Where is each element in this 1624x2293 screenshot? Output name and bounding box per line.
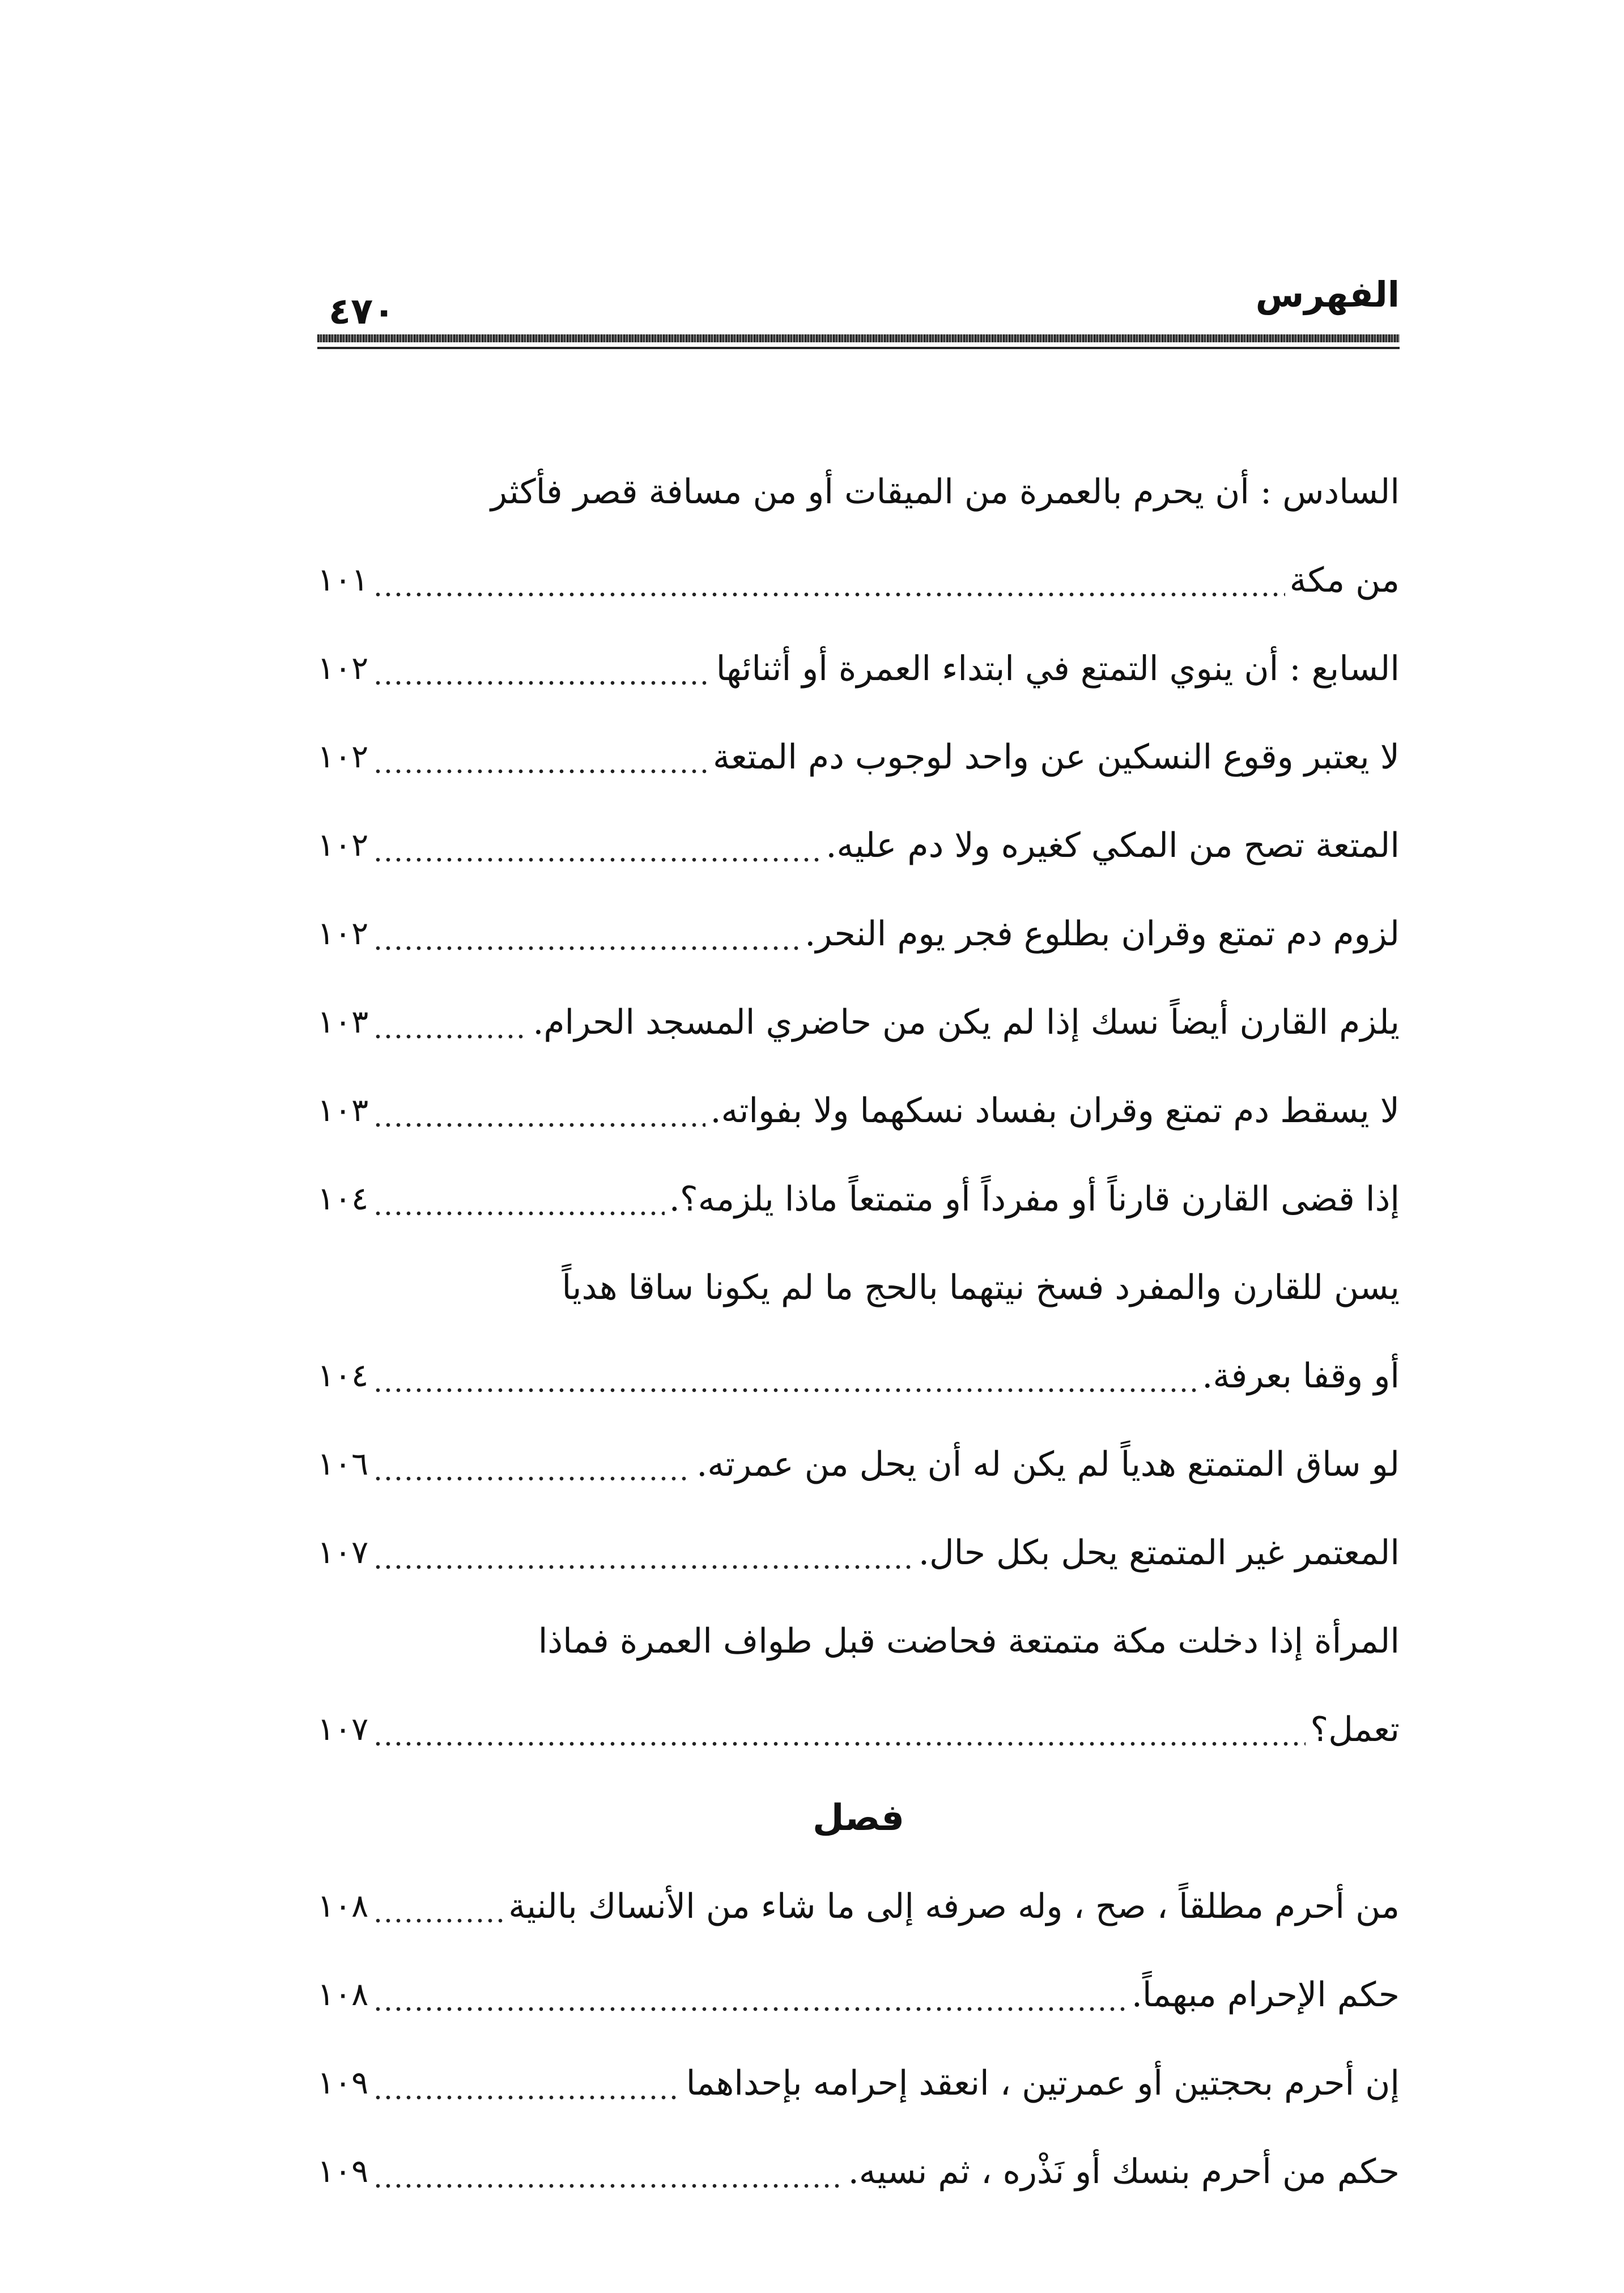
index-entry: [317, 2128, 1400, 2216]
index-entry: [317, 1332, 1400, 1420]
page-number: ٤٧٠: [329, 291, 396, 333]
dot-leader: [373, 2155, 843, 2189]
dot-leader: [373, 917, 800, 951]
index-entry: [317, 1509, 1400, 1597]
entry-page-number: ١٠٨: [317, 1888, 369, 1925]
index-entry: [317, 1243, 1400, 1332]
entry-text: إن أحرم بحجتين أو عمرتين ، انعقد إحرامه بإحداهما: [686, 2063, 1400, 2103]
entry-page-number: ١٠٩: [317, 2153, 369, 2190]
dot-leader: [373, 1536, 914, 1570]
index-entry: [317, 978, 1400, 1067]
dot-leader: [373, 1978, 1127, 2012]
entry-page-number: ١٠٧: [317, 1534, 369, 1571]
dot-leader: [373, 1005, 528, 1039]
entry-page-number: ١٠٢: [317, 650, 369, 687]
index-entry: [317, 1951, 1400, 2039]
page: [317, 0, 1400, 2293]
index-entry: [317, 713, 1400, 801]
header-rule-thin: [317, 347, 1400, 349]
entry-text: من أحرم مطلقاً ، صح ، وله صرفه إلى ما شاء من الأنساك بالنية: [508, 1887, 1400, 1926]
entry-text: المتعة تصح من المكي كغيره ولا دم عليه.: [826, 826, 1400, 865]
index-entry: [317, 890, 1400, 978]
entry-text: المرأة إذا دخلت مكة متمتعة فحاضت قبل طواف العمرة فماذا: [538, 1621, 1400, 1661]
dot-leader: [373, 1713, 1306, 1747]
index-entry: [317, 536, 1400, 625]
index-entry: [317, 448, 1400, 536]
index-entry: [317, 2039, 1400, 2128]
index-entry: [317, 1597, 1400, 1685]
dot-leader: [373, 1094, 705, 1128]
entry-text: من مكة: [1289, 560, 1400, 600]
index-entry: [317, 1155, 1400, 1243]
entry-text: يلزم القارن أيضاً نسك إذا لم يكن من حاضري المسجد الحرام.: [533, 1003, 1400, 1042]
index-entry: [317, 625, 1400, 713]
entry-text: لا يعتبر وقوع النسكين عن واحد لوجوب دم المتعة: [713, 737, 1400, 777]
header-rule-thick: [317, 334, 1400, 342]
dot-leader: [373, 652, 712, 686]
dot-leader: [373, 1447, 692, 1481]
entry-page-number: ١٠١: [317, 562, 369, 598]
entry-text: تعمل؟: [1310, 1710, 1400, 1750]
entry-page-number: ١٠٢: [317, 738, 369, 775]
entry-text: لا يسقط دم تمتع وقران بفساد نسكهما ولا بفواته.: [710, 1091, 1400, 1131]
entry-page-number: ١٠٢: [317, 827, 369, 864]
index-entries: [317, 448, 1400, 2216]
entry-text: السابع : أن ينوي التمتع في ابتداء العمرة أو أثنائها: [716, 649, 1400, 689]
entry-page-number: ١٠٣: [317, 1092, 369, 1129]
entry-text: لزوم دم تمتع وقران بطلوع فجر يوم النحر.: [805, 914, 1400, 954]
entry-page-number: ١٠٩: [317, 2065, 369, 2101]
entry-text: حكم من أحرم بنسك أو نَذْره ، ثم نسيه.: [848, 2152, 1400, 2192]
index-entry: [317, 1685, 1400, 1774]
dot-leader: [373, 1359, 1197, 1393]
dot-leader: [373, 1182, 665, 1216]
entry-text: إذا قضى القارن قارناً أو مفرداً أو متمتعاً ماذا يلزمه؟.: [669, 1179, 1400, 1219]
entry-page-number: ١٠٢: [317, 915, 369, 952]
index-entry: [317, 1862, 1400, 1951]
dot-leader: [373, 829, 821, 863]
page-header: [317, 266, 1400, 351]
dot-leader: [373, 740, 708, 774]
entry-text: أو وقفا بعرفة.: [1202, 1356, 1400, 1396]
dot-leader: [373, 563, 1285, 597]
entry-page-number: ١٠٧: [317, 1711, 369, 1748]
entry-page-number: ١٠٨: [317, 1976, 369, 2013]
entry-page-number: ١٠٣: [317, 1004, 369, 1041]
section-heading-text: فصل: [812, 1797, 905, 1839]
entry-page-number: ١٠٤: [317, 1357, 369, 1394]
entry-text: المعتمر غير المتمتع يحل بكل حال.: [918, 1533, 1400, 1573]
index-entry: [317, 801, 1400, 890]
dot-leader: [373, 1889, 504, 1923]
index-entry: [317, 1067, 1400, 1155]
entry-text: يسن للقارن والمفرد فسخ نيتهما بالحج ما لم يكونا ساقا هدياً: [562, 1268, 1400, 1307]
dot-leader: [373, 2066, 681, 2100]
entry-text: حكم الإحرام مبهماً.: [1131, 1975, 1400, 2015]
index-entry: [317, 1420, 1400, 1509]
entry-text: السادس : أن يحرم بالعمرة من الميقات أو من مسافة قصر فأكثر: [490, 472, 1400, 512]
running-title: الفهرس: [1255, 274, 1400, 315]
entry-text: لو ساق المتمتع هدياً لم يكن له أن يحل من عمرته.: [696, 1445, 1400, 1484]
entry-page-number: ١٠٦: [317, 1446, 369, 1483]
entry-page-number: ١٠٤: [317, 1181, 369, 1217]
section-heading: [317, 1774, 1400, 1862]
